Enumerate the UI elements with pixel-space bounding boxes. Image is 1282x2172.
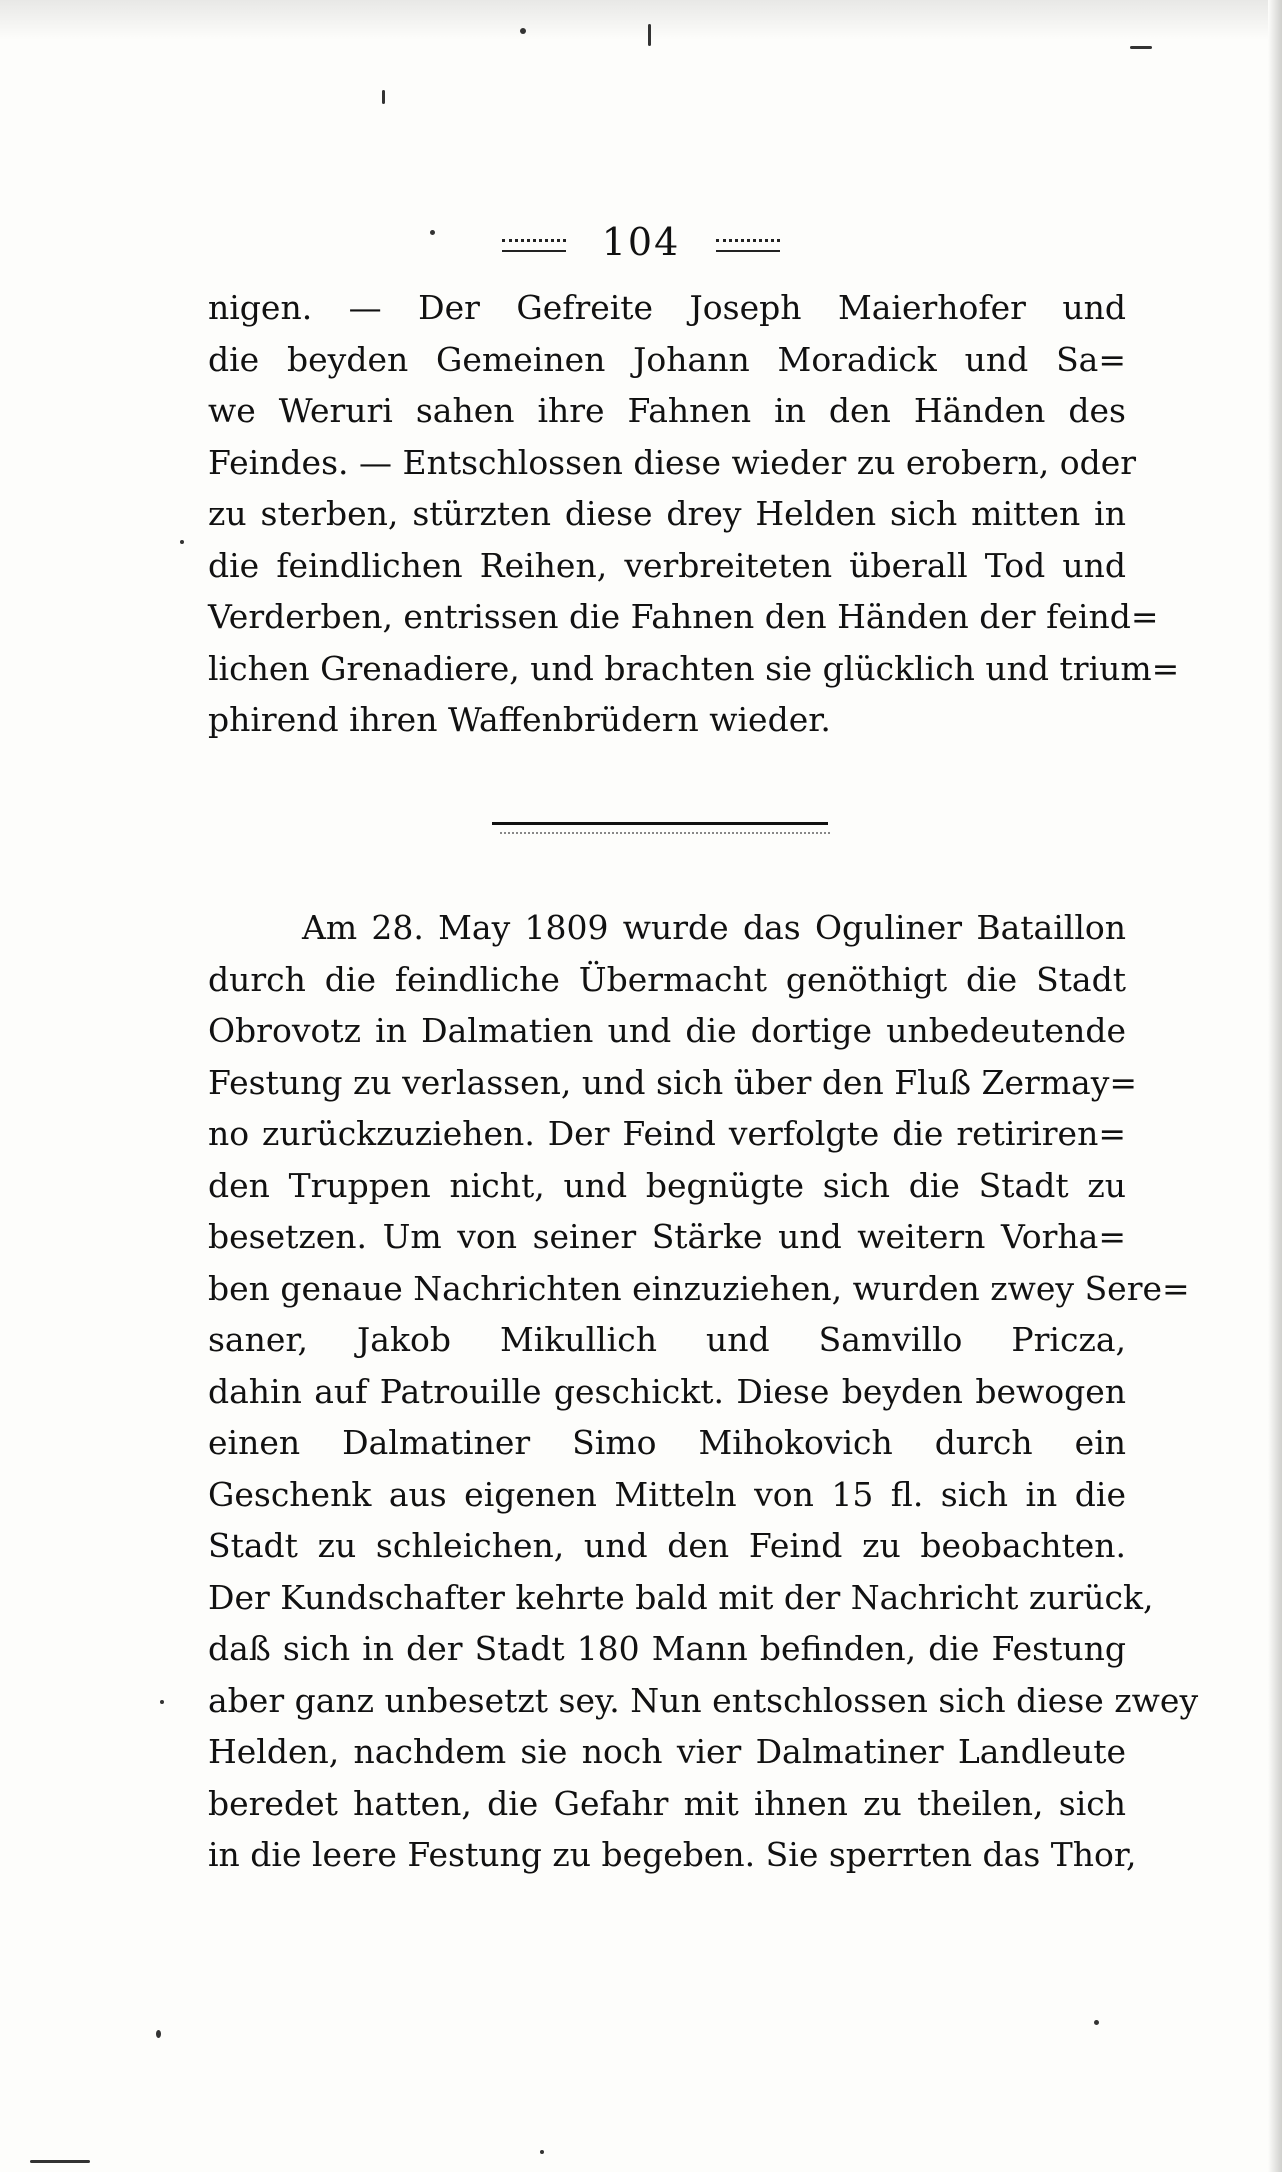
text-line: Verderben, entrissen die Fahnen den Händen der feind=: [208, 597, 1159, 636]
text-line: Geschenk aus eigenen Mitteln von 15 fl. sich in die: [208, 1474, 1126, 1514]
text-line: beredet hatten, die Gefahr mit ihnen zu theilen, sich: [208, 1783, 1126, 1823]
header-ornament-right: [716, 239, 780, 252]
text-line: no zurückzuziehen. Der Feind verfolgte die retiriren=: [208, 1114, 1126, 1153]
text-line: in die leere Festung zu begeben. Sie sperrten das Thor,: [208, 1835, 1137, 1874]
paper-speck: [540, 2150, 544, 2154]
page-right-edge-shadow: [1268, 0, 1282, 2172]
text-line: den Truppen nicht, und begnügte sich die Stadt zu: [208, 1165, 1126, 1205]
page-header: [0, 220, 1282, 264]
text-line: besetzen. Um von seiner Stärke und weitern Vorha=: [208, 1217, 1126, 1256]
page-top-edge-shadow: [0, 0, 1282, 40]
text-line: nigen. — Der Gefreite Joseph Maierhofer und: [208, 288, 1126, 327]
text-line: dahin auf Patrouille geschickt. Diese beyden bewogen: [208, 1371, 1126, 1411]
page-number: 104: [601, 220, 681, 264]
text-line: Der Kundschafter kehrte bald mit der Nachricht zurück,: [208, 1577, 1154, 1617]
header-ornament-left: [502, 239, 566, 252]
paragraph-2: [208, 902, 1199, 1881]
text-line: aber ganz unbesetzt sey. Nun entschlossen sich diese zwey: [208, 1680, 1199, 1720]
paper-speck: [30, 2160, 90, 2163]
text-line: einen Dalmatiner Simo Mihokovich durch ein: [208, 1423, 1126, 1462]
paper-speck: [160, 1700, 164, 1704]
text-line: phirend ihren Waffenbrüdern wieder.: [208, 700, 831, 739]
text-line: durch die feindliche Übermacht genöthigt die Stadt: [208, 959, 1126, 999]
text-line: die feindlichen Reihen, verbreiteten überall Tod und: [208, 545, 1126, 585]
text-line: we Weruri sahen ihre Fahnen in den Händen des: [208, 391, 1126, 430]
text-line: Stadt zu schleichen, und den Feind zu beobachten.: [208, 1526, 1126, 1565]
paper-speck: [648, 24, 651, 46]
text-line: Am 28. May 1809 wurde das Oguliner Bataillon: [302, 908, 1126, 947]
section-divider-dots: [500, 832, 830, 834]
text-line: Festung zu verlassen, und sich über den Fluß Zermay=: [208, 1062, 1138, 1102]
text-line: lichen Grenadiere, und brachten sie glücklich und trium=: [208, 648, 1180, 688]
paper-speck: [1094, 2020, 1099, 2025]
text-line: zu sterben, stürzten diese drey Helden sich mitten in: [208, 494, 1126, 533]
paper-speck: [382, 90, 385, 104]
text-line: Obrovotz in Dalmatien und die dortige unbedeutende: [208, 1011, 1126, 1050]
paper-speck: [520, 28, 526, 34]
text-line: Feindes. — Entschlossen diese wieder zu erobern, oder: [208, 442, 1136, 482]
section-divider-rule: [492, 822, 828, 825]
text-line: daß sich in der Stadt 180 Mann befinden, die Festung: [208, 1629, 1126, 1668]
paper-speck: [430, 230, 435, 235]
text-line: die beyden Gemeinen Johann Moradick und Sa=: [208, 339, 1126, 379]
paragraph-1: [208, 282, 1180, 746]
text-line: saner, Jakob Mikullich und Samvillo Pricza,: [208, 1320, 1126, 1359]
paper-speck: [1130, 46, 1152, 49]
text-line: ben genaue Nachrichten einzuziehen, wurden zwey Sere=: [208, 1268, 1190, 1308]
paper-speck: [180, 540, 184, 544]
paper-speck: [156, 2030, 161, 2038]
text-line: Helden, nachdem sie noch vier Dalmatiner Landleute: [208, 1732, 1126, 1771]
